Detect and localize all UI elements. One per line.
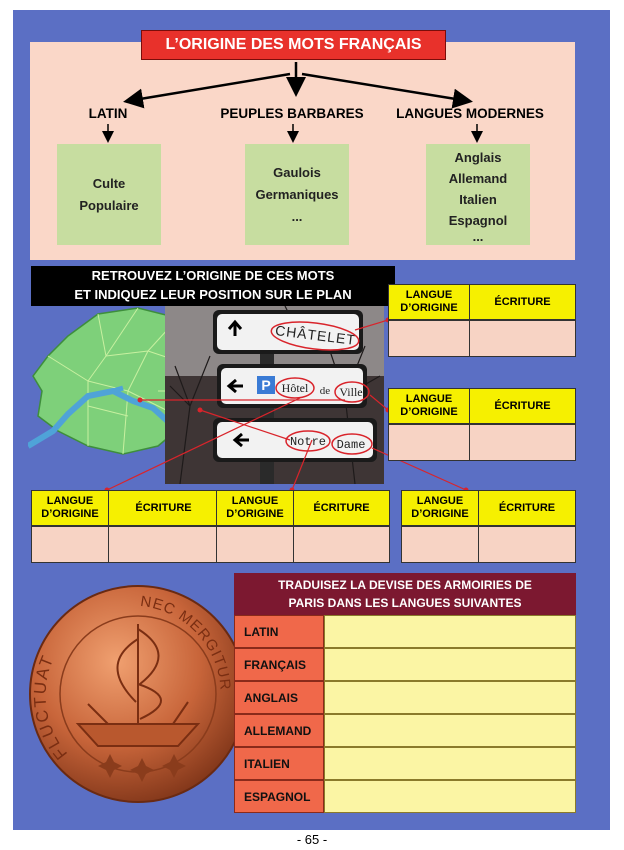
modernes-item: Italien (459, 191, 497, 207)
barbares-item: Gaulois (273, 164, 321, 180)
langue-header: LANGUE D’ORIGINE (388, 388, 470, 424)
page-number: - 65 - (296, 832, 328, 847)
answer-table-dame (401, 490, 576, 563)
language-label: ALLEMAND (234, 714, 324, 747)
traduction-panel (234, 573, 576, 817)
langue-header: LANGUE D’ORIGINE (401, 490, 479, 526)
banner-line: ET INDIQUEZ LEUR POSITION SUR LE PLAN (74, 287, 352, 302)
banner-line: RETROUVEZ L’ORIGINE DE CES MOTS (91, 268, 335, 283)
paris-medal (28, 584, 248, 804)
language-label: ANGLAIS (234, 681, 324, 714)
langue-answer-cell[interactable] (31, 526, 109, 563)
traduction-header-line: TRADUISEZ LA DEVISE DES ARMOIRIES DE (278, 578, 532, 592)
answer-table-chatelet (388, 284, 576, 357)
langue-header: LANGUE D’ORIGINE (388, 284, 470, 320)
language-label: ITALIEN (234, 747, 324, 780)
sign-word-notre: Notre (289, 435, 327, 449)
translation-field[interactable] (324, 648, 576, 681)
parking-letter: P (261, 377, 271, 393)
translation-field[interactable] (324, 780, 576, 813)
barbares-item: Germaniques (255, 186, 339, 202)
modernes-item: Allemand (448, 170, 508, 186)
latin-item: Culte (92, 175, 126, 191)
traduction-row (234, 780, 576, 813)
traduction-header-line: PARIS DANS LES LANGUES SUIVANTES (288, 596, 522, 610)
motto-left: FLUCTUAT (30, 651, 72, 764)
langue-header: LANGUE D’ORIGINE (216, 490, 294, 526)
langue-header: LANGUE D’ORIGINE (31, 490, 109, 526)
answer-table-hotel (31, 490, 219, 563)
language-label: ESPAGNOL (234, 780, 324, 813)
sign-word-ville: Ville (339, 385, 363, 399)
sign-word-de: de (319, 385, 331, 397)
traduction-header (234, 573, 576, 615)
translation-field[interactable] (324, 681, 576, 714)
ecriture-header: ÉCRITURE (108, 490, 219, 526)
answer-table-notre (216, 490, 390, 563)
traduction-row (234, 681, 576, 714)
sign-word-hotel: Hôtel (281, 381, 309, 395)
translation-field[interactable] (324, 615, 576, 648)
langue-answer-cell[interactable] (216, 526, 294, 563)
ecriture-header: ÉCRITURE (293, 490, 390, 526)
page-title: L’ORIGINE DES MOTS FRANÇAIS (141, 30, 446, 60)
ecriture-header: ÉCRITURE (469, 388, 576, 424)
ecriture-answer-cell[interactable] (469, 424, 576, 461)
modernes-item: ... (472, 228, 484, 244)
category-peuples-barbares: PEUPLES BARBARES (220, 106, 364, 121)
motto-right: NEC MERGITUR (139, 592, 234, 692)
sign-word-dame: Dame (336, 438, 366, 452)
modernes-item: Anglais (454, 149, 502, 165)
ecriture-header: ÉCRITURE (478, 490, 576, 526)
category-latin: LATIN (88, 106, 128, 121)
barbares-item: ... (291, 208, 303, 224)
langue-answer-cell[interactable] (388, 424, 470, 461)
ecriture-header: ÉCRITURE (469, 284, 576, 320)
translation-field[interactable] (324, 747, 576, 780)
modernes-item: Espagnol (448, 212, 508, 228)
ecriture-answer-cell[interactable] (293, 526, 390, 563)
langue-answer-cell[interactable] (388, 320, 470, 357)
traduction-row (234, 615, 576, 648)
ecriture-answer-cell[interactable] (469, 320, 576, 357)
language-label: LATIN (234, 615, 324, 648)
traduction-row (234, 648, 576, 681)
translation-field[interactable] (324, 714, 576, 747)
latin-item: Populaire (79, 197, 139, 213)
traduction-row (234, 747, 576, 780)
traduction-row (234, 714, 576, 747)
category-langues-modernes: LANGUES MODERNES (396, 106, 544, 121)
language-label: FRANÇAIS (234, 648, 324, 681)
ecriture-answer-cell[interactable] (478, 526, 576, 563)
ecriture-answer-cell[interactable] (108, 526, 219, 563)
sign-word-chatelet: CHÂTELET (274, 322, 357, 348)
answer-table-ville (388, 388, 576, 461)
langue-answer-cell[interactable] (401, 526, 479, 563)
